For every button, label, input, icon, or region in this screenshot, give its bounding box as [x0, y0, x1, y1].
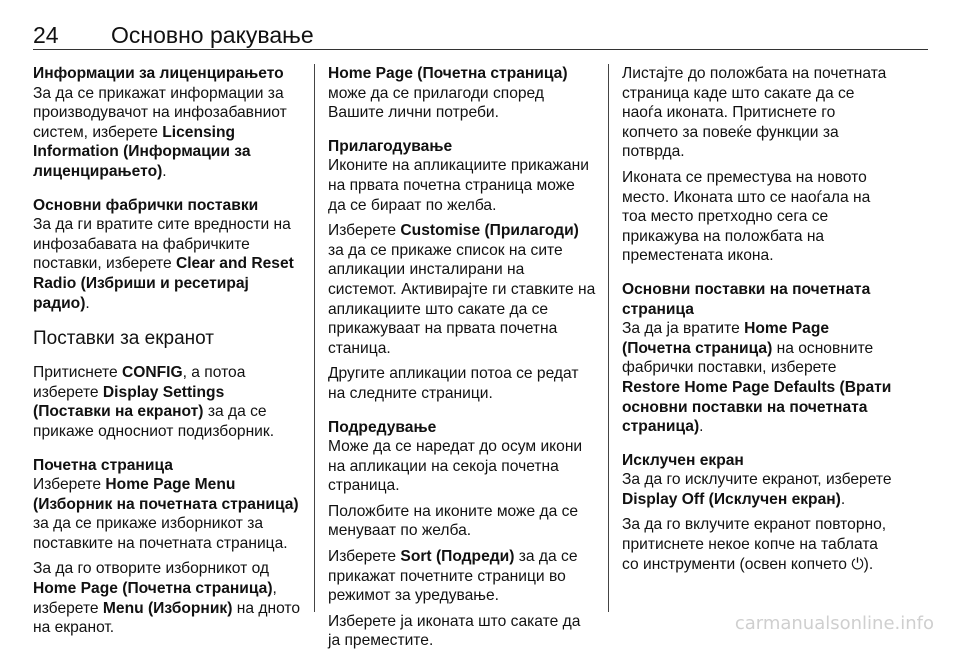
text: за да се прикаже односниот подизборник.	[33, 403, 274, 440]
column-divider	[314, 64, 315, 612]
customise-paragraph: Другите апликации потоа се редат на следните страници.	[328, 364, 596, 403]
home-page-option: Home Page (Почетна страница)	[33, 580, 273, 597]
factory-option: Clear and Reset Radio (Избриши и ресетирај радио)	[33, 255, 294, 311]
text: за да се прикажат почетните страници во режимот за уредување.	[328, 548, 578, 604]
display-off-paragraph	[622, 470, 892, 509]
text: на дното на екранот.	[33, 600, 300, 637]
power-icon: ⏻	[851, 556, 863, 573]
home-paragraph	[33, 559, 301, 637]
menu-option: Menu (Изборник)	[103, 600, 233, 617]
display-off-section	[622, 451, 892, 575]
move-icon-section	[622, 64, 892, 266]
text: Притиснете	[33, 364, 122, 381]
column-divider	[608, 64, 609, 612]
customise-paragraph: Иконите на апликациите прикажани на првата почетна страница може да се бираат по желба.	[328, 156, 596, 215]
display-on-paragraph	[622, 515, 892, 574]
display-off-option: Display Off (Исклучен екран)	[622, 491, 841, 508]
watermark: carmanualsonline.info	[735, 613, 934, 634]
screen-settings-heading: Поставки за екранот	[33, 327, 301, 351]
intro-paragraph	[328, 64, 596, 123]
sort-paragraph: Изберете ја иконата што сакате да ја преместите.	[328, 612, 596, 651]
licensing-heading: Информации за лиценцирањето	[33, 64, 301, 84]
text: Изберете	[328, 222, 400, 239]
text: , изберете	[33, 580, 277, 617]
sort-option: Sort (Подреди)	[400, 548, 514, 565]
move-paragraph: Листајте до положбата на почетната страница каде што сакате да се наоѓа иконата. Притиснете го копчето за повеќе функции за потврда.	[622, 64, 892, 162]
factory-section	[33, 196, 301, 314]
text: може да се прилагоди според Вашите лични потреби.	[328, 85, 544, 122]
text: Изберете	[33, 476, 105, 493]
text: За да го исклучите екранот, изберете	[622, 471, 892, 488]
text: За да го вклучите екранот повторно, притиснете некое копче на таблата со инструменти (освен копчето	[622, 516, 886, 572]
header-divider	[33, 49, 928, 50]
column-3	[622, 64, 892, 574]
sort-section	[328, 418, 596, 651]
customise-section	[328, 137, 596, 404]
customise-paragraph	[328, 221, 596, 358]
sort-heading: Подредување	[328, 418, 596, 438]
text: , а потоа изберете	[33, 364, 245, 401]
sort-paragraph	[328, 547, 596, 606]
licensing-section	[33, 64, 301, 182]
column-1	[33, 64, 301, 638]
home-section	[33, 456, 301, 638]
sort-paragraph: Може да се наредат до осум икони на апликации на секоја почетна страница.	[328, 437, 596, 496]
punctuation: .	[841, 491, 845, 508]
screen-settings-text	[33, 363, 301, 441]
home-menu-option: Home Page Menu (Изборник на почетната страница)	[33, 476, 299, 513]
display-off-heading: Исклучен екран	[622, 451, 892, 471]
home-heading: Почетна страница	[33, 456, 301, 476]
defaults-section	[622, 280, 892, 437]
text: за да се прикаже изборникот за поставките на почетната страница.	[33, 515, 288, 552]
page-title: Основно ракување	[111, 22, 314, 49]
page-number: 24	[33, 22, 59, 49]
text: ).	[864, 556, 874, 573]
text: За да ја вратите	[622, 320, 744, 337]
punctuation: .	[699, 418, 703, 435]
config-key: CONFIG	[122, 364, 183, 381]
defaults-heading: Основни поставки на почетната страница	[622, 280, 892, 319]
factory-heading: Основни фабрички поставки	[33, 196, 301, 216]
restore-defaults-option: Restore Home Page Defaults (Врати основни поставки на почетната страница)	[622, 379, 891, 435]
licensing-option: Licensing Information (Информации за лиценцирањето)	[33, 124, 251, 180]
column-2	[328, 64, 596, 651]
punctuation: .	[162, 163, 166, 180]
move-paragraph: Иконата се преместува на новото место. Иконата што се наоѓала на тоа место претходно сега се прикажува на положбата на преместената икона.	[622, 168, 892, 266]
factory-text: За да ги вратите сите вредности на инфозабавата на фабричките поставки, изберете	[33, 216, 291, 272]
display-settings-option: Display Settings (Поставки на екранот)	[33, 384, 224, 421]
page-header	[33, 14, 928, 50]
home-page-option: Home Page (Почетна страница)	[622, 320, 829, 357]
customise-option: Customise (Прилагоди)	[400, 222, 578, 239]
home-page-option: Home Page (Почетна страница)	[328, 65, 568, 82]
text: на основните фабрички поставки, изберете	[622, 340, 873, 377]
punctuation: .	[85, 295, 89, 312]
text: За да го отворите изборникот од	[33, 560, 269, 577]
text: за да се прикаже список на сите апликации инсталирани на системот. Активирајте ги ставките на апликациите што сакате да се прикажуваат на првата почетна станица.	[328, 242, 595, 357]
customise-heading: Прилагодување	[328, 137, 596, 157]
sort-paragraph: Положбите на иконите може да се менуваат по желба.	[328, 502, 596, 541]
licensing-text: За да се прикажат информации за производувачот на инфозабавниот систем, изберете	[33, 85, 287, 141]
home-paragraph	[33, 475, 301, 553]
text: Изберете	[328, 548, 400, 565]
